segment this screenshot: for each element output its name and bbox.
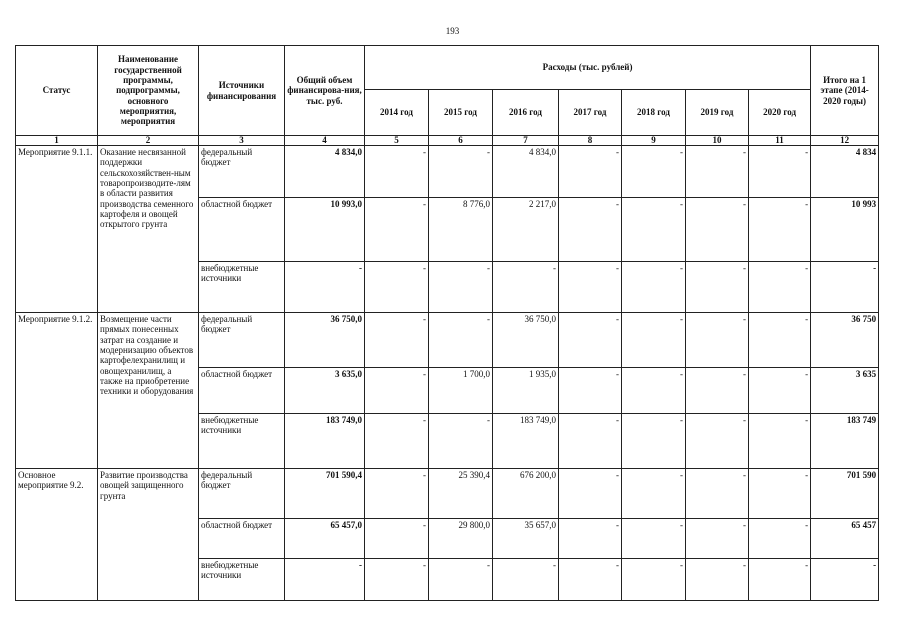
row-year-value: -	[559, 313, 622, 368]
row-year-value: -	[365, 519, 429, 559]
row-year-value: -	[559, 469, 622, 519]
row-total: 183 749,0	[285, 414, 365, 469]
row-year-value: -	[622, 262, 686, 313]
header-year: 2016 год	[493, 90, 559, 136]
row-total: -	[285, 559, 365, 601]
row-year-value: -	[749, 519, 811, 559]
header-row-1	[16, 46, 879, 90]
row-stage-total: -	[811, 559, 879, 601]
row-year-value: -	[686, 519, 749, 559]
header-program-name: Наименование государственной программы, подпрограммы, основного мероприятия, мероприятия	[98, 46, 199, 136]
row-year-value: -	[622, 559, 686, 601]
row-year-value: -	[559, 519, 622, 559]
row-year-value: -	[622, 313, 686, 368]
row-year-value: -	[686, 198, 749, 262]
row-year-value: -	[365, 469, 429, 519]
row-year-value: 676 200,0	[493, 469, 559, 519]
row-year-value: -	[365, 146, 429, 198]
row-year-value: -	[749, 262, 811, 313]
row-year-value: -	[686, 313, 749, 368]
row-year-value: -	[686, 146, 749, 198]
row-stage-total: 36 750	[811, 313, 879, 368]
column-number: 5	[365, 136, 429, 146]
header-year: 2017 год	[559, 90, 622, 136]
row-total: 4 834,0	[285, 146, 365, 198]
row-stage-total: 65 457	[811, 519, 879, 559]
header-year: 2014 год	[365, 90, 429, 136]
table-row	[16, 146, 879, 198]
row-year-value: -	[493, 559, 559, 601]
row-total: 65 457,0	[285, 519, 365, 559]
row-year-value: -	[749, 368, 811, 414]
header-year: 2019 год	[686, 90, 749, 136]
row-total: 701 590,4	[285, 469, 365, 519]
header-total-volume: Общий объем финансирова-ния, тыс. руб.	[285, 46, 365, 136]
row-stage-total: -	[811, 262, 879, 313]
row-year-value: -	[622, 469, 686, 519]
column-number-row	[16, 136, 879, 146]
row-year-value: -	[365, 559, 429, 601]
page-number: 193	[445, 26, 460, 36]
row-stage-total: 3 635	[811, 368, 879, 414]
row-stage-total: 701 590	[811, 469, 879, 519]
row-year-value: -	[429, 313, 493, 368]
row-year-value: -	[559, 414, 622, 469]
row-status: Мероприятие 9.1.1.	[16, 146, 98, 313]
row-year-value: -	[365, 368, 429, 414]
table-row	[16, 469, 879, 519]
row-year-value: -	[686, 414, 749, 469]
row-year-value: -	[622, 519, 686, 559]
row-year-value: -	[493, 262, 559, 313]
row-source: областной бюджет	[199, 368, 285, 414]
header-status: Статус	[16, 46, 98, 136]
row-status: Мероприятие 9.1.2.	[16, 313, 98, 469]
row-year-value: -	[622, 368, 686, 414]
row-year-value: -	[429, 559, 493, 601]
row-program-name: Оказание несвязанной поддержки сельскохозяйствен-ным товаропроизводите-лям в области развития производства семенного картофеля и овощей открытого грунта	[98, 146, 199, 313]
header-year: 2015 год	[429, 90, 493, 136]
row-year-value: 35 657,0	[493, 519, 559, 559]
row-program-name: Развитие производства овощей защищенного грунта	[98, 469, 199, 601]
row-year-value: -	[365, 313, 429, 368]
row-year-value: -	[365, 414, 429, 469]
header-year: 2018 год	[622, 90, 686, 136]
row-total: 10 993,0	[285, 198, 365, 262]
column-number: 3	[199, 136, 285, 146]
row-source: федеральный бюджет	[199, 313, 285, 368]
column-number: 7	[493, 136, 559, 146]
row-year-value: 4 834,0	[493, 146, 559, 198]
row-year-value: -	[559, 368, 622, 414]
row-year-value: -	[559, 198, 622, 262]
row-year-value: -	[559, 559, 622, 601]
header-stage-total: Итого на 1 этапе (2014-2020 годы)	[811, 46, 879, 136]
row-source: внебюджетные источники	[199, 414, 285, 469]
row-year-value: -	[749, 313, 811, 368]
column-number: 9	[622, 136, 686, 146]
column-number: 2	[98, 136, 199, 146]
column-number: 11	[749, 136, 811, 146]
row-year-value: -	[686, 559, 749, 601]
header-sources: Источники финансирования	[199, 46, 285, 136]
row-year-value: -	[749, 469, 811, 519]
row-source: внебюджетные источники	[199, 262, 285, 313]
row-year-value: 29 800,0	[429, 519, 493, 559]
table-row	[16, 313, 879, 368]
row-year-value: -	[622, 198, 686, 262]
row-year-value: -	[429, 414, 493, 469]
column-number: 10	[686, 136, 749, 146]
row-source: областной бюджет	[199, 198, 285, 262]
row-source: областной бюджет	[199, 519, 285, 559]
row-year-value: -	[365, 198, 429, 262]
row-total: 3 635,0	[285, 368, 365, 414]
row-year-value: -	[686, 469, 749, 519]
budget-table	[15, 45, 879, 601]
row-year-value: -	[559, 146, 622, 198]
row-year-value: 1 935,0	[493, 368, 559, 414]
column-number: 4	[285, 136, 365, 146]
column-number: 6	[429, 136, 493, 146]
row-year-value: 8 776,0	[429, 198, 493, 262]
row-year-value: 2 217,0	[493, 198, 559, 262]
header-expenses: Расходы (тыс. рублей)	[365, 46, 811, 90]
row-year-value: -	[365, 262, 429, 313]
row-year-value: -	[622, 414, 686, 469]
row-year-value: 36 750,0	[493, 313, 559, 368]
row-total: -	[285, 262, 365, 313]
row-year-value: -	[559, 262, 622, 313]
row-stage-total: 183 749	[811, 414, 879, 469]
column-number: 1	[16, 136, 98, 146]
row-stage-total: 4 834	[811, 146, 879, 198]
row-total: 36 750,0	[285, 313, 365, 368]
row-year-value: -	[686, 368, 749, 414]
row-stage-total: 10 993	[811, 198, 879, 262]
row-year-value: -	[749, 146, 811, 198]
header-year: 2020 год	[749, 90, 811, 136]
row-source: федеральный бюджет	[199, 146, 285, 198]
column-number: 8	[559, 136, 622, 146]
row-source: внебюджетные источники	[199, 559, 285, 601]
row-year-value: -	[686, 262, 749, 313]
row-year-value: -	[622, 146, 686, 198]
row-year-value: -	[429, 262, 493, 313]
row-year-value: -	[429, 146, 493, 198]
row-year-value: -	[749, 198, 811, 262]
row-program-name: Возмещение части прямых понесенных затрат на создание и модернизацию объектов картофелехранилищ и овощехранилищ, а также на приобретение техники и оборудования	[98, 313, 199, 469]
row-source: федеральный бюджет	[199, 469, 285, 519]
row-status: Основное мероприятие 9.2.	[16, 469, 98, 601]
row-year-value: 1 700,0	[429, 368, 493, 414]
column-number: 12	[811, 136, 879, 146]
row-year-value: 183 749,0	[493, 414, 559, 469]
row-year-value: -	[749, 559, 811, 601]
row-year-value: 25 390,4	[429, 469, 493, 519]
row-year-value: -	[749, 414, 811, 469]
